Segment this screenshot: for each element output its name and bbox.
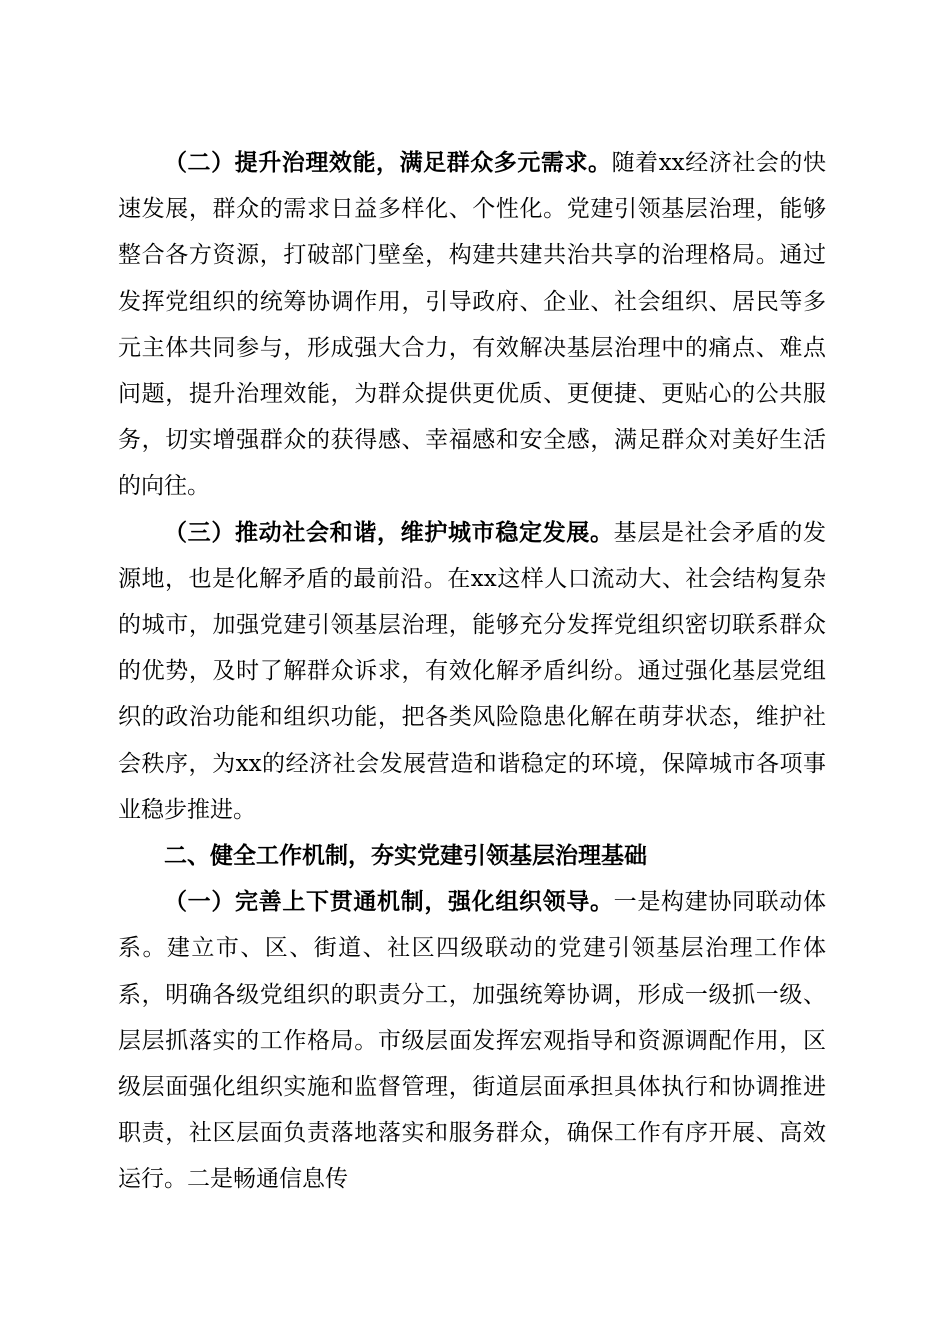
paragraph-lead: （一）完善上下贯通机制，强化组织领导。 — [164, 888, 614, 916]
section-heading: 二、健全工作机制，夯实党建引领基层治理基础 — [164, 843, 647, 870]
paragraph-text: 随着xx经济社会的快速发展，群众的需求日益多样化、个性化。党建引领基层治理，能够整合各方资源，打破部门壁垒，构建共建共治共享的治理格局。通过发挥党组织的统筹协调作用，引导政府、企业、社会组织、居民等多元主体共同参与，形成强大合力，有效解决基层治理中的痛点、难点问题，提升治理效能，为群众提供更优质、更便捷、更贴心的公共服务，切实增强群众的获得感、幸福感和安全感，满足群众对美好生活的向往。 — [118, 150, 826, 500]
paragraph-mechanism — [118, 879, 826, 1202]
paragraph-text: 一是构建协同联动体系。建立市、区、街道、社区四级联动的党建引领基层治理工作体系，明确各级党组织的职责分工，加强统筹协调，形成一级抓一级、层层抓落实的工作格局。市级层面发挥宏观指导和资源调配作用，区级层面强化组织实施和监督管理，街道层面承担具体执行和协调推进职责，社区层面负责落地落实和服务群众，确保工作有序开展、高效运行。二是畅通信息传 — [118, 889, 827, 1193]
document-body — [118, 140, 826, 1203]
paragraph-lead: （三）推动社会和谐，维护城市稳定发展。 — [164, 518, 614, 546]
paragraph-lead: （二）提升治理效能，满足群众多元需求。 — [164, 149, 612, 176]
paragraph-text: 基层是社会矛盾的发源地，也是化解矛盾的最前沿。在xx这样人口流动大、社会结构复杂的城市，加强党建引领基层治理，能够充分发挥党组织密切联系群众的优势，及时了解群众诉求，有效化解矛盾纠纷。通过强化基层党组织的政治功能和组织功能，把各类风险隐患化解在萌芽状态，维护社会秩序，为xx的经济社会发展营造和谐稳定的环境，保障城市各项事业稳步推进。 — [118, 519, 827, 823]
paragraph-improve-governance — [118, 140, 826, 510]
paragraph-social-harmony — [118, 510, 826, 833]
